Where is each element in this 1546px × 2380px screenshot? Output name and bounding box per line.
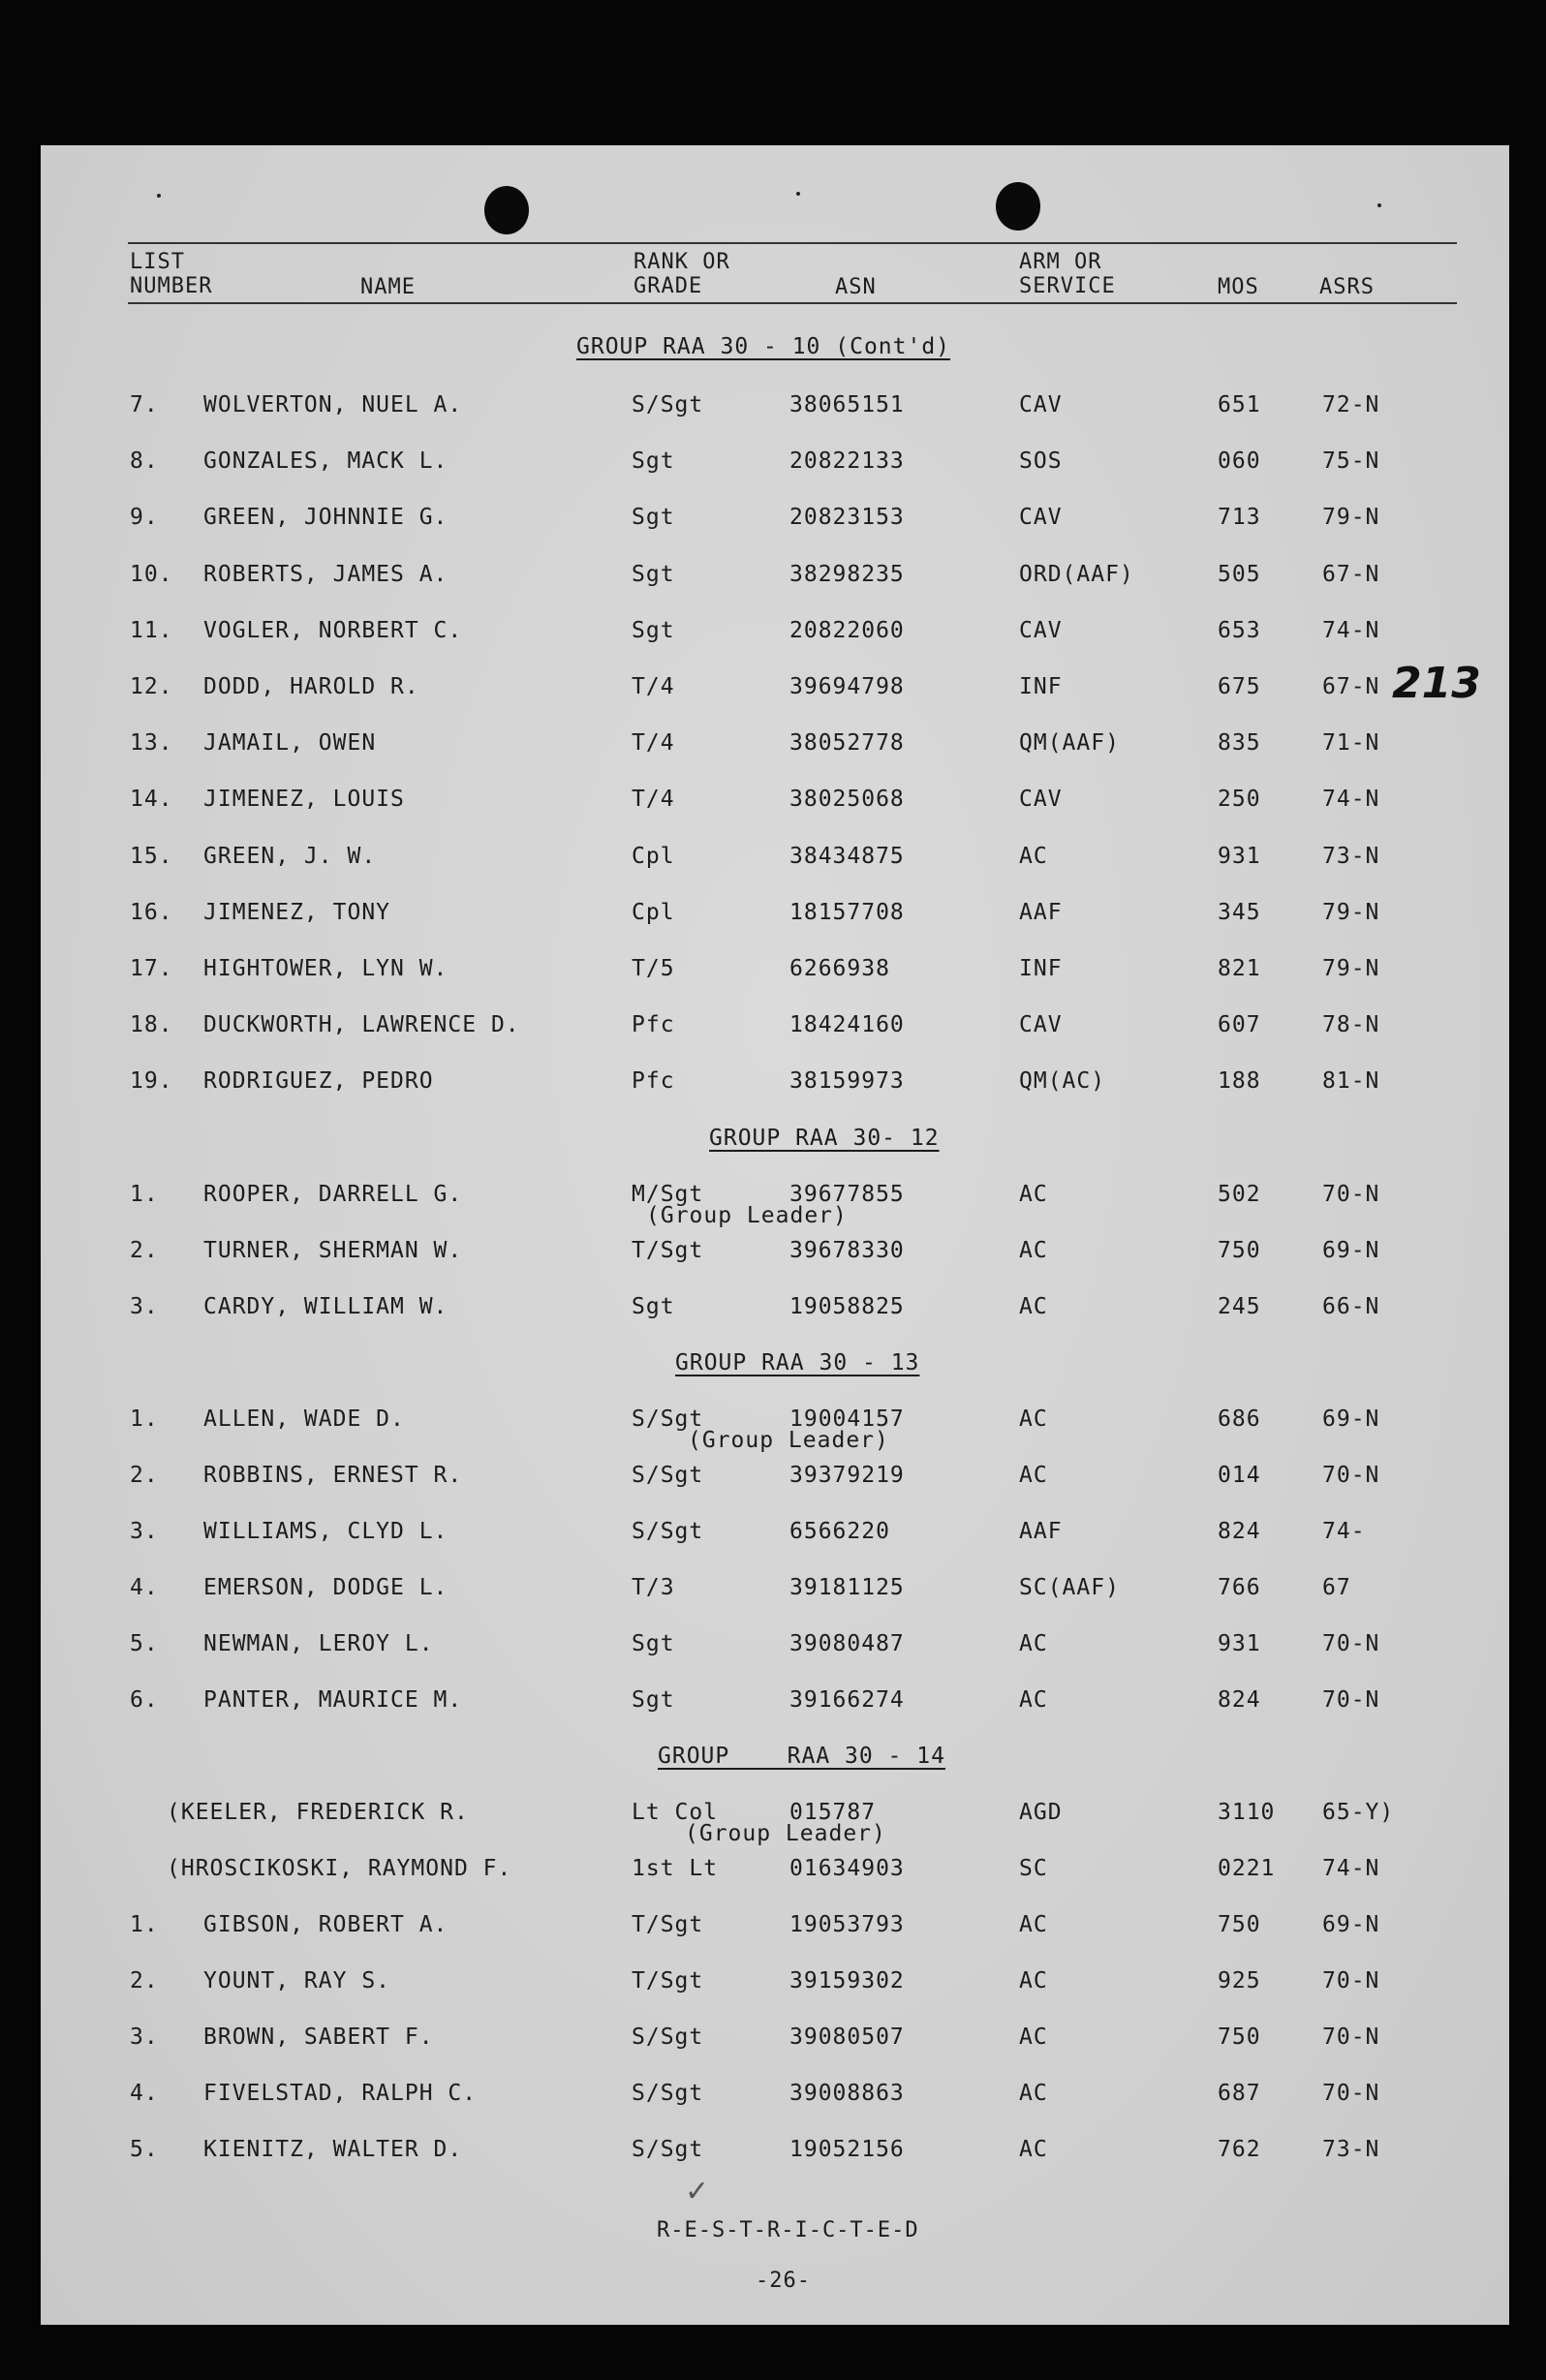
header-asrs: ASRS <box>1319 275 1375 299</box>
list-number-cell: 17. <box>130 956 173 981</box>
name-cell: HIGHTOWER, LYN W. <box>203 956 448 981</box>
list-number-cell: 8. <box>130 448 159 475</box>
mos-cell: 821 <box>1218 956 1261 981</box>
dust-speck <box>157 194 161 198</box>
table-row <box>41 1463 1509 1498</box>
list-number-cell: 14. <box>130 787 173 813</box>
list-number-cell: 10. <box>130 561 173 587</box>
asrs-cell: 65-Y) <box>1322 1800 1395 1825</box>
list-number-cell: 11. <box>130 617 173 643</box>
list-number-cell: 18. <box>130 1012 173 1038</box>
name-cell: CARDY, WILLIAM W. <box>203 1294 448 1319</box>
arm-cell: INF <box>1019 674 1063 699</box>
table-row <box>41 2081 1509 2116</box>
rank-cell: Sgt <box>632 1687 675 1713</box>
arm-cell: SC <box>1019 1856 1048 1881</box>
table-row <box>41 1068 1509 1103</box>
arm-cell: AC <box>1019 843 1048 869</box>
mos-cell: 505 <box>1218 561 1261 587</box>
table-row <box>41 1012 1509 1047</box>
asrs-cell: 70-N <box>1322 1182 1380 1207</box>
group-title-30-10: GROUP RAA 30 - 10 (Cont'd) <box>576 334 951 359</box>
list-number-cell: 3. <box>130 2025 159 2050</box>
asrs-cell: 67 <box>1322 1575 1351 1600</box>
table-row <box>41 2025 1509 2059</box>
name-cell: ALLEN, WADE D. <box>203 1406 405 1432</box>
list-number-cell: 6. <box>130 1687 159 1713</box>
mos-cell: 766 <box>1218 1575 1261 1600</box>
asn-cell: 39080487 <box>789 1631 905 1656</box>
asn-cell: 01634903 <box>789 1856 905 1881</box>
rank-cell: Cpl <box>632 899 675 925</box>
arm-cell: CAV <box>1019 787 1063 813</box>
table-row <box>41 2137 1509 2172</box>
name-cell: FIVELSTAD, RALPH C. <box>203 2081 478 2106</box>
asrs-cell: 79-N <box>1322 899 1380 925</box>
mos-cell: 687 <box>1218 2081 1261 2106</box>
list-number-cell: 2. <box>130 1463 159 1488</box>
header-rank: RANK OR GRADE <box>634 250 730 298</box>
asn-cell: 19004157 <box>789 1406 905 1432</box>
list-number-cell: 5. <box>130 2137 159 2162</box>
rank-cell: Sgt <box>632 1631 675 1656</box>
asrs-cell: 81-N <box>1322 1068 1380 1095</box>
list-number-cell: 9. <box>130 505 159 531</box>
name-cell: GONZALES, MACK L. <box>203 448 448 475</box>
list-number-cell: 7. <box>130 392 159 417</box>
dust-speck <box>796 192 800 196</box>
asn-cell: 6566220 <box>789 1519 890 1544</box>
rank-cell: T/4 <box>632 730 675 757</box>
arm-cell: CAV <box>1019 392 1063 417</box>
name-cell: JAMAIL, OWEN <box>203 730 377 757</box>
asn-cell: 39694798 <box>789 674 905 699</box>
table-row <box>41 1575 1509 1610</box>
rank-cell: T/4 <box>632 787 675 813</box>
list-number-cell: 3. <box>130 1519 159 1544</box>
asn-cell: 38159973 <box>789 1068 905 1095</box>
asn-cell: 39181125 <box>789 1575 905 1600</box>
name-cell: (KEELER, FREDERICK R. <box>167 1800 469 1825</box>
table-row <box>41 1519 1509 1554</box>
asn-cell: 015787 <box>789 1800 877 1825</box>
list-number-cell: 5. <box>130 1631 159 1656</box>
list-number-cell: 2. <box>130 1238 159 1263</box>
arm-cell: SOS <box>1019 448 1063 475</box>
rank-cell: T/Sgt <box>632 1238 704 1263</box>
asrs-cell: 74-N <box>1322 617 1380 643</box>
arm-cell: AAF <box>1019 899 1063 925</box>
asrs-cell: 67-N <box>1322 674 1380 699</box>
mos-cell: 245 <box>1218 1294 1261 1319</box>
rank-cell: T/5 <box>632 956 675 981</box>
name-cell: ROBBINS, ERNEST R. <box>203 1463 463 1488</box>
list-number-cell: 2. <box>130 1968 159 1994</box>
document-page <box>41 145 1509 2325</box>
asrs-cell: 69-N <box>1322 1406 1380 1432</box>
group-title-30-13: GROUP RAA 30 - 13 <box>675 1350 920 1375</box>
list-number-cell: 15. <box>130 843 173 869</box>
name-cell: VOGLER, NORBERT C. <box>203 617 463 643</box>
group-title-30-14: GROUP RAA 30 - 14 <box>658 1744 945 1769</box>
asrs-cell: 73-N <box>1322 2137 1380 2162</box>
header-underline <box>128 302 1457 304</box>
rank-cell: Pfc <box>632 1068 675 1095</box>
rank-cell: S/Sgt <box>632 1519 704 1544</box>
table-row <box>41 1631 1509 1666</box>
asn-cell: 39080507 <box>789 2025 905 2050</box>
list-number-cell: 12. <box>130 674 173 699</box>
name-cell: WILLIAMS, CLYD L. <box>203 1519 448 1544</box>
punch-hole-right <box>996 182 1040 231</box>
mos-cell: 502 <box>1218 1182 1261 1207</box>
table-row <box>41 1912 1509 1947</box>
asrs-cell: 72-N <box>1322 392 1380 417</box>
asrs-cell: 75-N <box>1322 448 1380 475</box>
list-number-cell: 13. <box>130 730 173 757</box>
name-cell: GREEN, JOHNNIE G. <box>203 505 448 531</box>
arm-cell: CAV <box>1019 617 1063 643</box>
name-cell: JIMENEZ, LOUIS <box>203 787 405 813</box>
name-cell: PANTER, MAURICE M. <box>203 1687 463 1713</box>
asrs-cell: 79-N <box>1322 956 1380 981</box>
mos-cell: 675 <box>1218 674 1261 699</box>
rank-cell: Sgt <box>632 448 675 475</box>
punch-hole-left <box>484 186 529 234</box>
arm-cell: AC <box>1019 1463 1048 1488</box>
rank-cell: T/Sgt <box>632 1912 704 1937</box>
mos-cell: 931 <box>1218 843 1261 869</box>
mos-cell: 835 <box>1218 730 1261 757</box>
table-row <box>41 1856 1509 1891</box>
mos-cell: 188 <box>1218 1068 1261 1095</box>
arm-cell: AC <box>1019 1687 1048 1713</box>
rank-cell: S/Sgt <box>632 1463 704 1488</box>
table-row <box>41 618 1509 653</box>
list-number-cell: 1. <box>130 1182 159 1207</box>
mos-cell: 651 <box>1218 392 1261 417</box>
asn-cell: 18157708 <box>789 899 905 925</box>
mos-cell: 014 <box>1218 1463 1261 1488</box>
mos-cell: 607 <box>1218 1012 1261 1038</box>
mos-cell: 824 <box>1218 1687 1261 1713</box>
mos-cell: 750 <box>1218 2025 1261 2050</box>
arm-cell: AC <box>1019 1182 1048 1207</box>
header-list-number: LIST NUMBER <box>130 250 213 298</box>
asn-cell: 38052778 <box>789 730 905 757</box>
mos-cell: 931 <box>1218 1631 1261 1656</box>
arm-cell: AAF <box>1019 1519 1063 1544</box>
rank-cell: T/Sgt <box>632 1968 704 1994</box>
asrs-cell: 67-N <box>1322 561 1380 587</box>
asn-cell: 19052156 <box>789 2137 905 2162</box>
asn-cell: 20822060 <box>789 617 905 643</box>
list-number-cell: 4. <box>130 1575 159 1600</box>
page-stamp-number: 213 <box>1392 659 1481 708</box>
mos-cell: 762 <box>1218 2137 1261 2162</box>
arm-cell: CAV <box>1019 1012 1063 1038</box>
rank-cell: S/Sgt <box>632 1406 704 1432</box>
asn-cell: 39166274 <box>789 1687 905 1713</box>
table-row <box>41 392 1509 427</box>
top-rule <box>128 242 1457 244</box>
asn-cell: 39008863 <box>789 2081 905 2106</box>
asn-cell: 39677855 <box>789 1182 905 1207</box>
header-mos: MOS <box>1218 275 1259 299</box>
table-row <box>41 1968 1509 2003</box>
list-number-cell: 4. <box>130 2081 159 2106</box>
check-mark: ✓ <box>685 2175 710 2209</box>
rank-cell: S/Sgt <box>632 2025 704 2050</box>
rank-cell: S/Sgt <box>632 392 704 417</box>
rank-cell: Lt Col <box>632 1800 719 1825</box>
page-number: -26- <box>756 2269 811 2293</box>
table-row <box>41 900 1509 935</box>
table-row <box>41 562 1509 597</box>
asrs-cell: 74- <box>1322 1519 1366 1544</box>
rank-cell: M/Sgt <box>632 1182 704 1207</box>
mos-cell: 713 <box>1218 505 1261 531</box>
arm-cell: AC <box>1019 1238 1048 1263</box>
mos-cell: 824 <box>1218 1519 1261 1544</box>
arm-cell: AC <box>1019 1912 1048 1937</box>
name-cell: GREEN, J. W. <box>203 843 377 869</box>
asrs-cell: 70-N <box>1322 1968 1380 1994</box>
arm-cell: AC <box>1019 1294 1048 1319</box>
arm-cell: AC <box>1019 2025 1048 2050</box>
table-row <box>41 674 1509 709</box>
mos-cell: 3110 <box>1218 1800 1276 1825</box>
name-cell: JIMENEZ, TONY <box>203 899 391 925</box>
asn-cell: 19053793 <box>789 1912 905 1937</box>
arm-cell: AC <box>1019 1631 1048 1656</box>
name-cell: GIBSON, ROBERT A. <box>203 1912 448 1937</box>
asrs-cell: 69-N <box>1322 1912 1380 1937</box>
name-cell: ROBERTS, JAMES A. <box>203 561 448 587</box>
table-row <box>41 956 1509 991</box>
asn-cell: 39159302 <box>789 1968 905 1994</box>
rank-cell: Pfc <box>632 1012 675 1038</box>
asrs-cell: 74-N <box>1322 1856 1380 1881</box>
table-row <box>41 448 1509 483</box>
group-leader-note: (Group Leader) <box>685 1821 886 1846</box>
classification-marking: R-E-S-T-R-I-C-T-E-D <box>657 2218 919 2242</box>
name-cell: EMERSON, DODGE L. <box>203 1575 448 1600</box>
mos-cell: 345 <box>1218 899 1261 925</box>
mos-cell: 250 <box>1218 787 1261 813</box>
group-leader-note: (Group Leader) <box>646 1203 848 1228</box>
rank-cell: S/Sgt <box>632 2081 704 2106</box>
arm-cell: QM(AC) <box>1019 1068 1106 1095</box>
arm-cell: AGD <box>1019 1800 1063 1825</box>
asrs-cell: 70-N <box>1322 2025 1380 2050</box>
asn-cell: 39379219 <box>789 1463 905 1488</box>
asrs-cell: 73-N <box>1322 843 1380 869</box>
name-cell: (HROSCIKOSKI, RAYMOND F. <box>167 1856 512 1881</box>
name-cell: YOUNT, RAY S. <box>203 1968 391 1994</box>
mos-cell: 0221 <box>1218 1856 1276 1881</box>
mos-cell: 925 <box>1218 1968 1261 1994</box>
name-cell: KIENITZ, WALTER D. <box>203 2137 463 2162</box>
asrs-cell: 78-N <box>1322 1012 1380 1038</box>
list-number-cell: 1. <box>130 1912 159 1937</box>
list-number-cell: 1. <box>130 1406 159 1432</box>
arm-cell: SC(AAF) <box>1019 1575 1120 1600</box>
rank-cell: Sgt <box>632 1294 675 1319</box>
asrs-cell: 70-N <box>1322 1463 1380 1488</box>
arm-cell: AC <box>1019 1968 1048 1994</box>
arm-cell: CAV <box>1019 505 1063 531</box>
rank-cell: T/3 <box>632 1575 675 1600</box>
asn-cell: 39678330 <box>789 1238 905 1263</box>
mos-cell: 653 <box>1218 617 1261 643</box>
asn-cell: 20822133 <box>789 448 905 475</box>
name-cell: TURNER, SHERMAN W. <box>203 1238 463 1263</box>
asn-cell: 18424160 <box>789 1012 905 1038</box>
asrs-cell: 79-N <box>1322 505 1380 531</box>
table-row <box>41 1294 1509 1329</box>
name-cell: DODD, HAROLD R. <box>203 674 419 699</box>
arm-cell: AC <box>1019 2081 1048 2106</box>
name-cell: ROOPER, DARRELL G. <box>203 1182 463 1207</box>
mos-cell: 750 <box>1218 1238 1261 1263</box>
asrs-cell: 74-N <box>1322 787 1380 813</box>
mos-cell: 750 <box>1218 1912 1261 1937</box>
rank-cell: Sgt <box>632 561 675 587</box>
rank-cell: Sgt <box>632 617 675 643</box>
table-row <box>41 505 1509 540</box>
name-cell: BROWN, SABERT F. <box>203 2025 434 2050</box>
group-title-30-12: GROUP RAA 30- 12 <box>709 1126 940 1151</box>
rank-cell: S/Sgt <box>632 2137 704 2162</box>
asrs-cell: 70-N <box>1322 1631 1380 1656</box>
asn-cell: 19058825 <box>789 1294 905 1319</box>
header-asn: ASN <box>835 275 877 299</box>
asrs-cell: 70-N <box>1322 2081 1380 2106</box>
arm-cell: INF <box>1019 956 1063 981</box>
header-arm: ARM OR SERVICE <box>1019 250 1116 298</box>
asn-cell: 38298235 <box>789 561 905 587</box>
arm-cell: QM(AAF) <box>1019 730 1120 757</box>
asn-cell: 38434875 <box>789 843 905 869</box>
table-row <box>41 730 1509 765</box>
dust-speck <box>1377 203 1381 207</box>
name-cell: DUCKWORTH, LAWRENCE D. <box>203 1012 520 1038</box>
rank-cell: Sgt <box>632 505 675 531</box>
asrs-cell: 70-N <box>1322 1687 1380 1713</box>
name-cell: RODRIGUEZ, PEDRO <box>203 1068 434 1095</box>
mos-cell: 060 <box>1218 448 1261 475</box>
asrs-cell: 69-N <box>1322 1238 1380 1263</box>
table-row <box>41 1238 1509 1273</box>
table-row <box>41 1687 1509 1722</box>
arm-cell: AC <box>1019 1406 1048 1432</box>
asrs-cell: 66-N <box>1322 1294 1380 1319</box>
rank-cell: Cpl <box>632 843 675 869</box>
group-leader-note: (Group Leader) <box>688 1428 889 1453</box>
arm-cell: ORD(AAF) <box>1019 561 1134 587</box>
asn-cell: 20823153 <box>789 505 905 531</box>
asn-cell: 38025068 <box>789 787 905 813</box>
list-number-cell: 3. <box>130 1294 159 1319</box>
list-number-cell: 19. <box>130 1068 173 1095</box>
table-row <box>41 844 1509 879</box>
asn-cell: 6266938 <box>789 956 890 981</box>
asrs-cell: 71-N <box>1322 730 1380 757</box>
list-number-cell: 16. <box>130 899 173 925</box>
mos-cell: 686 <box>1218 1406 1261 1432</box>
rank-cell: T/4 <box>632 674 675 699</box>
asn-cell: 38065151 <box>789 392 905 417</box>
name-cell: WOLVERTON, NUEL A. <box>203 392 463 417</box>
table-row <box>41 787 1509 821</box>
arm-cell: AC <box>1019 2137 1048 2162</box>
header-name: NAME <box>360 275 416 299</box>
name-cell: NEWMAN, LEROY L. <box>203 1631 434 1656</box>
rank-cell: 1st Lt <box>632 1856 719 1881</box>
